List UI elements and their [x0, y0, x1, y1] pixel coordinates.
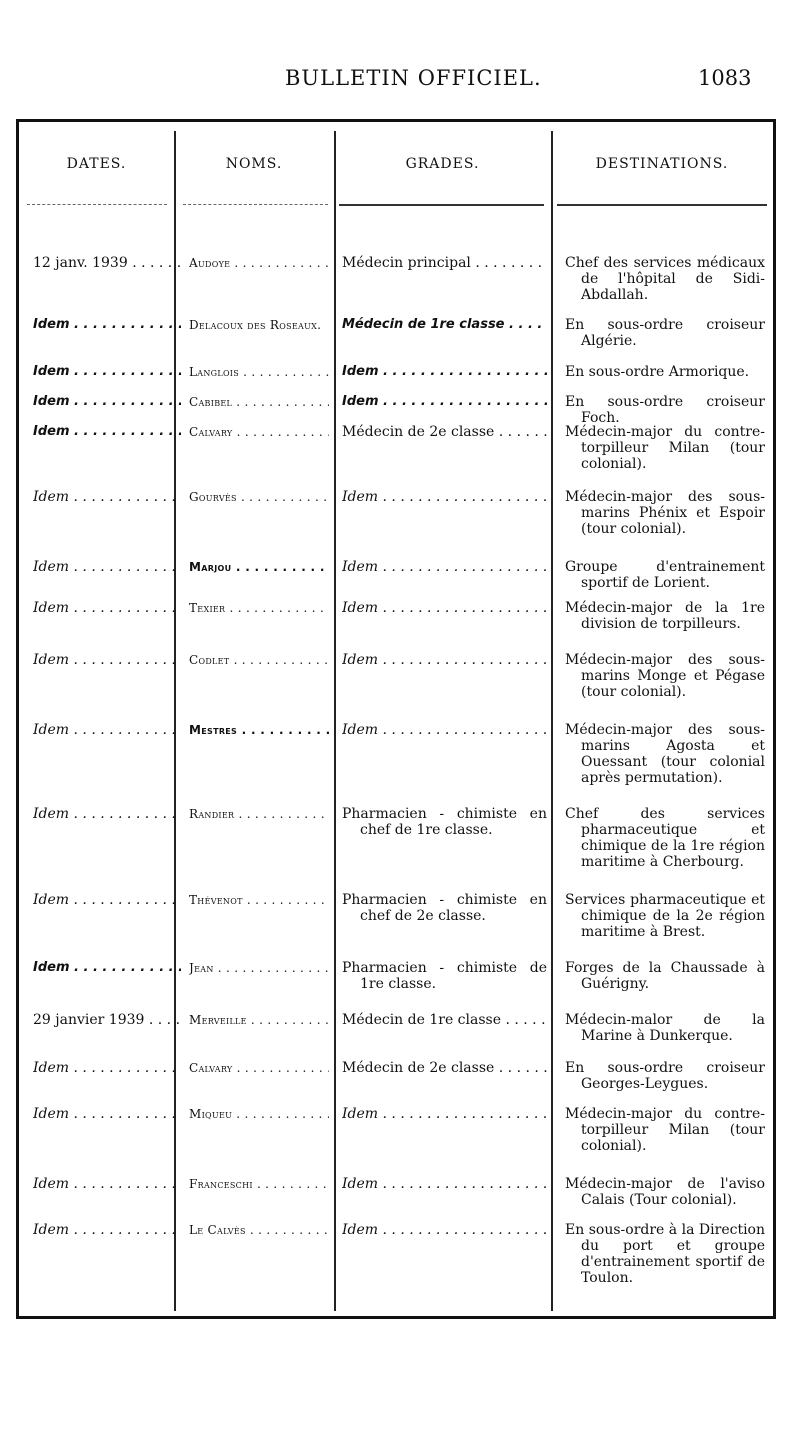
row-destination: En sous-ordre croiseur Georges-Leygues. [565, 1060, 765, 1092]
row-date: Idem . . . [33, 600, 181, 616]
row-date: Idem . . . [33, 1176, 181, 1192]
column-divider [334, 131, 336, 1311]
row-destination: En sous-ordre croiseur Algérie. [565, 317, 765, 349]
row-name: Audoye . . . [189, 255, 329, 271]
row-name: Codlet . . . [189, 652, 329, 668]
column-header-noms: NOMS. [225, 156, 283, 172]
row-destination: Médecin-major du contre-torpilleur Milan (tour colonial). [565, 1106, 765, 1154]
row-grade: Idem . . . [342, 364, 547, 380]
row-name: Langlois . . . [189, 364, 329, 380]
row-date: Idem . . . [33, 424, 181, 440]
row-grade: Idem . . . [342, 652, 547, 668]
column-header-grades: GRADES. [405, 156, 480, 172]
row-grade: Médecin principal . . . [342, 255, 547, 271]
row-date: Idem . . . [33, 364, 181, 380]
row-destination: En sous-ordre croiseur Foch. [565, 394, 765, 426]
row-name: Franceschi . . . [189, 1176, 329, 1192]
row-destination: En sous-ordre Armorique. [565, 364, 750, 380]
row-grade: Idem . . . [342, 559, 547, 575]
row-name: Randier . . . [189, 806, 329, 822]
row-grade: Médecin de 2e classe . . . [342, 424, 547, 440]
row-destination: Forges de la Chaussade à Guérigny. [565, 960, 765, 992]
row-date: Idem . . . [33, 722, 181, 738]
row-name: Calvary . . . [189, 1060, 329, 1076]
row-name: Mestres . . . [189, 722, 329, 738]
column-header-destinations: DESTINATIONS. [595, 156, 729, 172]
row-name: Gourvès . . . [189, 489, 329, 505]
row-destination: En sous-ordre à la Direction du port et groupe d'entrainement sportif de Toulon. [565, 1222, 765, 1286]
row-name: Jean . . . [189, 960, 329, 976]
row-date: Idem . . . [33, 489, 181, 505]
row-grade: Idem . . . [342, 394, 547, 410]
row-destination: Médecin-major des sous-marins Monge et Pégase (tour colonial). [565, 652, 765, 700]
row-name: Marjou . . . [189, 559, 329, 575]
row-grade: Médecin de 2e classe . . . [342, 1060, 547, 1076]
row-grade: Idem . . . [342, 1176, 547, 1192]
row-date: Idem . . . [33, 1060, 181, 1076]
row-grade: Idem . . . [342, 722, 547, 738]
row-grade: Médecin de 1re classe . . . [342, 317, 547, 333]
row-grade: Médecin de 1re classe . . . [342, 1012, 547, 1028]
row-date: Idem . . . [33, 1222, 181, 1238]
row-name: Thévenot . . . [189, 892, 329, 908]
column-divider [551, 131, 553, 1311]
row-date: Idem . . . [33, 960, 181, 976]
row-date: Idem . . . [33, 317, 181, 333]
row-date: Idem . . . [33, 1106, 181, 1122]
row-grade: Idem . . . [342, 1106, 547, 1122]
row-grade: Pharmacien - chimiste en chef de 2e classe. [342, 892, 547, 924]
row-grade: Idem . . . [342, 600, 547, 616]
row-date: 12 janv. 1939 . . . [33, 255, 181, 271]
row-name: Le Calvès . . . [189, 1222, 329, 1238]
row-name: Cabibel . . . [189, 394, 329, 410]
row-destination: Médecin-major du contre-torpilleur Milan (tour colonial). [565, 424, 765, 472]
page-title: BULLETIN OFFICIEL. [285, 66, 542, 90]
row-destination: Groupe d'entrainement sportif de Lorient. [565, 559, 765, 591]
row-name: Delacoux des Roseaux. [189, 318, 322, 332]
row-destination: Médecin-major de la 1re division de torpilleurs. [565, 600, 765, 632]
row-destination: Médecin-major des sous-marins Phénix et Espoir (tour colonial). [565, 489, 765, 537]
header-rule [27, 204, 167, 205]
row-name: Texier . . . [189, 600, 329, 616]
row-destination: Chef des services pharmaceutique et chimique de la 1re région maritime à Cherbourg. [565, 806, 765, 870]
row-name: Calvary . . . [189, 424, 329, 440]
row-date: 29 janvier 1939 . . . [33, 1012, 181, 1028]
row-destination: Services pharmaceutique et chimique de la 2e région maritime à Brest. [565, 892, 765, 940]
row-destination: Chef des services médicaux de l'hôpital de Sidi-Abdallah. [565, 255, 765, 303]
column-header-dates: DATES. [66, 156, 127, 172]
row-grade: Pharmacien - chimiste de 1re classe. [342, 960, 547, 992]
row-grade: Idem . . . [342, 489, 547, 505]
row-date: Idem . . . [33, 892, 181, 908]
row-date: Idem . . . [33, 394, 181, 410]
header-rule [183, 204, 328, 205]
row-date: Idem . . . [33, 806, 181, 822]
row-name: Merveille . . . [189, 1012, 329, 1028]
column-divider [174, 131, 176, 1311]
row-date: Idem . . . [33, 652, 181, 668]
page-header [0, 62, 800, 102]
row-destination: Médecin-major de l'aviso Calais (Tour colonial). [565, 1176, 765, 1208]
row-destination: Médecin-major des sous-marins Agosta et Ouessant (tour colonial après permutation). [565, 722, 765, 786]
row-grade: Pharmacien - chimiste en chef de 1re classe. [342, 806, 547, 838]
row-grade: Idem . . . [342, 1222, 547, 1238]
header-rule [557, 204, 767, 206]
row-date: Idem . . . [33, 559, 181, 575]
row-destination: Médecin-malor de la Marine à Dunkerque. [565, 1012, 765, 1044]
row-name: Miqueu . . . [189, 1106, 329, 1122]
header-rule [339, 204, 544, 206]
table-frame [16, 119, 776, 1319]
page-number: 1083 [698, 66, 752, 90]
